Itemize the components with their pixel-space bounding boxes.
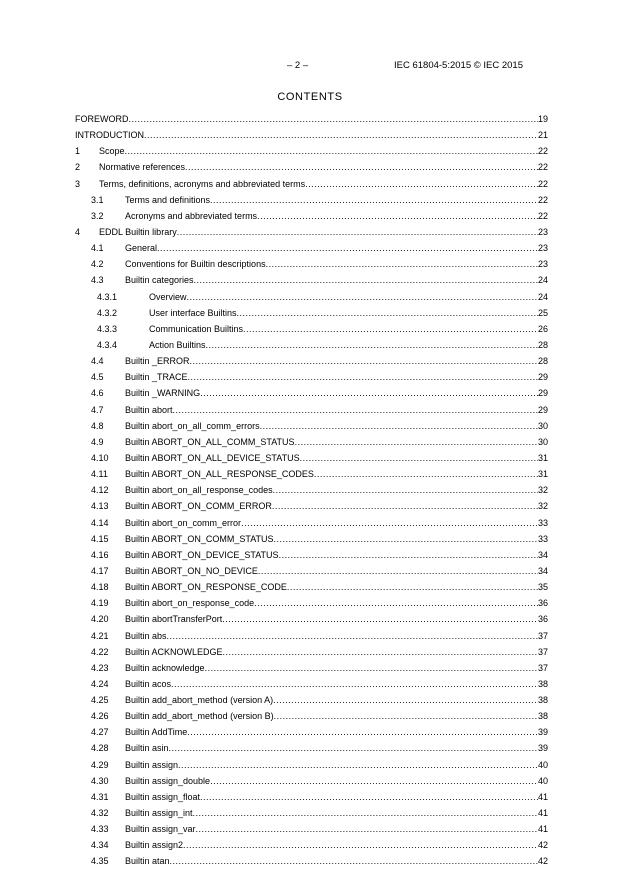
- toc-entry[interactable]: [75, 724, 548, 740]
- toc-entry-page: 22: [537, 210, 548, 221]
- toc-entry-page: 30: [537, 436, 548, 447]
- toc-entry[interactable]: [75, 385, 548, 401]
- toc-entry[interactable]: [75, 853, 548, 869]
- toc-entry-page: 28: [537, 356, 548, 367]
- toc-entry-title: Builtin acos: [125, 678, 172, 689]
- toc-entry[interactable]: [75, 789, 548, 805]
- toc-entry-number: 4.3.2: [97, 307, 118, 318]
- toc-entry-number: 4.18: [91, 582, 109, 593]
- toc-entry-title: Builtin ABORT_ON_COMM_ERROR: [125, 501, 272, 512]
- toc-entry-number: 4.17: [91, 565, 109, 576]
- toc-entry-number: 4.13: [91, 501, 109, 512]
- toc-entry-number: 4.32: [91, 808, 109, 819]
- toc-entry[interactable]: [75, 337, 548, 353]
- toc-entry-title: Conventions for Builtin descriptions: [125, 259, 266, 270]
- toc-entry-number: 3.1: [91, 194, 104, 205]
- toc-entry-number: 4.5: [91, 372, 104, 383]
- toc-entry-number: 4.3.4: [97, 339, 118, 350]
- toc-dot-leader: [266, 256, 538, 272]
- toc-dot-leader: [200, 385, 538, 401]
- toc-entry[interactable]: [75, 127, 548, 143]
- toc-entry-number: 4.33: [91, 824, 109, 835]
- toc-entry-title: Builtin ACKNOWLEDGE: [125, 646, 223, 657]
- toc-entry-page: 24: [537, 291, 548, 302]
- toc-entry-number: 4.9: [91, 436, 104, 447]
- toc-entry-number: 4.31: [91, 791, 109, 802]
- toc-entry[interactable]: [75, 660, 548, 676]
- toc-entry[interactable]: [75, 498, 548, 514]
- toc-entry-page: 41: [537, 808, 548, 819]
- table-of-contents: [75, 111, 548, 870]
- toc-entry-number: 4.30: [91, 775, 109, 786]
- toc-entry-page: 34: [537, 549, 548, 560]
- toc-entry-title: Builtin abort_on_response_code: [125, 598, 255, 609]
- toc-entry[interactable]: [75, 611, 548, 627]
- toc-dot-leader: [193, 805, 538, 821]
- toc-dot-leader: [187, 724, 538, 740]
- toc-entry-title: Builtin abort_on_all_comm_errors: [125, 420, 260, 431]
- toc-dot-leader: [173, 402, 538, 418]
- toc-entry-title: INTRODUCTION: [75, 130, 144, 141]
- toc-dot-leader: [187, 289, 538, 305]
- toc-entry[interactable]: [75, 708, 548, 724]
- toc-entry-page: 38: [537, 695, 548, 706]
- toc-entry-number: 4.21: [91, 630, 109, 641]
- toc-entry[interactable]: [75, 595, 548, 611]
- toc-entry-number: 2: [75, 162, 81, 173]
- toc-entry-number: 4.15: [91, 533, 109, 544]
- toc-entry-title: Builtin assign_int: [125, 808, 193, 819]
- toc-dot-leader: [171, 676, 538, 692]
- toc-entry-page: 23: [537, 243, 548, 254]
- toc-entry-page: 31: [537, 452, 548, 463]
- toc-entry-page: 35: [537, 582, 548, 593]
- toc-entry-title: Builtin _TRACE: [125, 372, 188, 383]
- toc-entry-page: 23: [537, 259, 548, 270]
- toc-dot-leader: [188, 369, 538, 385]
- toc-entry-number: 4.3.3: [97, 323, 118, 334]
- toc-entry-title: Builtin add_abort_method (version B): [125, 711, 274, 722]
- toc-entry-page: 29: [537, 372, 548, 383]
- toc-dot-leader: [287, 579, 538, 595]
- toc-dot-leader: [205, 660, 538, 676]
- toc-entry-number: 4.3: [91, 275, 104, 286]
- toc-entry-number: 4.11: [91, 469, 108, 480]
- toc-entry-number: 4.8: [91, 420, 104, 431]
- toc-entry-page: 31: [537, 469, 548, 480]
- toc-entry-page: 41: [537, 824, 548, 835]
- toc-entry-page: 32: [537, 485, 548, 496]
- toc-entry-page: 39: [537, 743, 548, 754]
- toc-entry-page: 38: [537, 678, 548, 689]
- toc-entry-number: 4.23: [91, 662, 109, 673]
- toc-entry-title: Overview: [149, 291, 187, 302]
- toc-entry-number: 4.14: [91, 517, 109, 528]
- toc-entry-number: 4.1: [91, 243, 104, 254]
- toc-entry-title: User interface Builtins: [149, 307, 237, 318]
- toc-entry-title: Builtin ABORT_ON_NO_DEVICE: [125, 565, 258, 576]
- toc-entry-number: 4.35: [91, 856, 109, 867]
- toc-entry[interactable]: [75, 176, 548, 192]
- toc-entry-title: Acronyms and abbreviated terms: [125, 210, 258, 221]
- toc-dot-leader: [279, 547, 538, 563]
- toc-entry[interactable]: [75, 369, 548, 385]
- toc-entry[interactable]: [75, 208, 548, 224]
- toc-entry-page: 24: [537, 275, 548, 286]
- toc-dot-leader: [254, 595, 538, 611]
- toc-entry-page: 26: [537, 323, 548, 334]
- toc-dot-leader: [274, 531, 538, 547]
- toc-dot-leader: [272, 498, 538, 514]
- toc-dot-leader: [295, 434, 538, 450]
- toc-entry-page: 28: [537, 339, 548, 350]
- toc-entry[interactable]: [75, 272, 548, 288]
- toc-dot-leader: [241, 515, 538, 531]
- toc-dot-leader: [170, 853, 538, 869]
- toc-entry[interactable]: [75, 805, 548, 821]
- toc-entry-page: 37: [537, 662, 548, 673]
- toc-entry[interactable]: [75, 740, 548, 756]
- toc-entry[interactable]: [75, 305, 548, 321]
- toc-entry-page: 40: [537, 759, 548, 770]
- toc-entry-title: Builtin _ERROR: [125, 356, 190, 367]
- toc-entry[interactable]: [75, 547, 548, 563]
- toc-entry-number: 4.27: [91, 727, 109, 738]
- toc-entry[interactable]: [75, 466, 548, 482]
- toc-entry[interactable]: [75, 757, 548, 773]
- toc-entry-number: 3: [75, 178, 81, 189]
- toc-entry-title: FOREWORD: [75, 114, 129, 124]
- toc-entry-page: 40: [537, 775, 548, 786]
- toc-entry[interactable]: [75, 143, 548, 159]
- toc-entry-title: Builtin abs: [125, 630, 167, 641]
- toc-entry-title: Builtin ABORT_ON_DEVICE_STATUS: [125, 549, 279, 560]
- toc-entry-number: 4.6: [91, 388, 104, 399]
- toc-entry[interactable]: [75, 579, 548, 595]
- toc-entry-number: 4.2: [91, 259, 104, 270]
- toc-entry-number: 4.20: [91, 614, 109, 625]
- toc-entry-number: 4.29: [91, 759, 109, 770]
- toc-entry-title: Communication Builtins: [149, 323, 244, 334]
- toc-entry-page: 22: [537, 146, 548, 157]
- toc-entry[interactable]: [75, 159, 548, 175]
- toc-dot-leader: [206, 337, 538, 353]
- toc-entry-page: 39: [537, 727, 548, 738]
- toc-entry[interactable]: [75, 256, 548, 272]
- toc-entry-number: 4.16: [91, 549, 109, 560]
- toc-entry[interactable]: [75, 224, 548, 240]
- toc-entry-page: 38: [537, 711, 548, 722]
- page-number: – 2 –: [287, 60, 309, 71]
- toc-entry-title: Builtin ABORT_ON_ALL_DEVICE_STATUS: [125, 452, 300, 463]
- standard-reference: IEC 61804-5:2015 © IEC 2015: [394, 60, 524, 71]
- toc-dot-leader: [157, 240, 538, 256]
- toc-dot-leader: [274, 708, 538, 724]
- toc-entry-page: 23: [537, 226, 548, 237]
- toc-entry-title: Normative references: [99, 162, 186, 173]
- toc-entry-title: Builtin ABORT_ON_ALL_RESPONSE_CODES: [125, 469, 314, 480]
- toc-entry[interactable]: [75, 628, 548, 644]
- toc-dot-leader: [210, 192, 538, 208]
- toc-entry-number: 4.12: [91, 485, 109, 496]
- toc-entry-title: Builtin add_abort_method (version A): [125, 695, 274, 706]
- toc-entry-page: 42: [537, 840, 548, 851]
- toc-entry-title: Builtin ABORT_ON_RESPONSE_CODE: [125, 582, 287, 593]
- toc-entry[interactable]: [75, 821, 548, 837]
- toc-entry[interactable]: [75, 676, 548, 692]
- toc-entry[interactable]: [75, 531, 548, 547]
- toc-dot-leader: [260, 418, 538, 434]
- toc-dot-leader: [300, 450, 538, 466]
- toc-entry[interactable]: [75, 773, 548, 789]
- toc-entry-page: 36: [537, 614, 548, 625]
- toc-entry-title: Builtin atan: [125, 856, 170, 867]
- toc-entry[interactable]: [75, 402, 548, 418]
- page-title: CONTENTS: [277, 91, 343, 103]
- toc-entry-number: 3.2: [91, 210, 104, 221]
- toc-dot-leader: [273, 482, 538, 498]
- toc-entry-title: Scope: [99, 146, 125, 157]
- toc-entry-page: 22: [537, 162, 548, 173]
- toc-entry[interactable]: [75, 321, 548, 337]
- toc-dot-leader: [196, 821, 538, 837]
- toc-entry-page: 19: [537, 114, 548, 124]
- toc-entry-title: Builtin asin: [125, 743, 169, 754]
- toc-dot-leader: [314, 466, 538, 482]
- toc-dot-leader: [257, 208, 538, 224]
- toc-entry-title: Builtin _WARNING: [125, 388, 201, 399]
- toc-dot-leader: [167, 628, 538, 644]
- toc-entry-page: 22: [537, 178, 548, 189]
- toc-dot-leader: [200, 789, 538, 805]
- toc-entry-title: EDDL Builtin library: [99, 226, 177, 237]
- toc-dot-leader: [258, 563, 538, 579]
- toc-entry-title: Builtin assign: [125, 759, 179, 770]
- toc-dot-leader: [125, 143, 538, 159]
- toc-entry-page: 33: [537, 517, 548, 528]
- toc-entry-number: 4.26: [91, 711, 109, 722]
- toc-dot-leader: [177, 224, 538, 240]
- toc-entry-number: 4.28: [91, 743, 109, 754]
- toc-entry[interactable]: [75, 111, 548, 127]
- toc-entry[interactable]: [75, 353, 548, 369]
- toc-entry-title: Builtin assign_var: [125, 824, 196, 835]
- toc-dot-leader: [178, 757, 538, 773]
- toc-dot-leader: [273, 692, 538, 708]
- toc-dot-leader: [144, 127, 538, 143]
- toc-entry-title: Terms and definitions: [125, 194, 211, 205]
- toc-entry-title: Builtin AddTime: [125, 727, 188, 738]
- toc-entry[interactable]: [75, 418, 548, 434]
- toc-entry-page: 29: [537, 388, 548, 399]
- toc-entry-title: Builtin assign2: [125, 840, 184, 851]
- toc-entry-title: General: [125, 243, 158, 254]
- toc-dot-leader: [222, 611, 538, 627]
- toc-entry-title: Builtin assign_float: [125, 791, 201, 802]
- toc-entry-page: 30: [537, 420, 548, 431]
- toc-dot-leader: [190, 353, 538, 369]
- toc-entry-title: Builtin abort: [125, 404, 173, 415]
- toc-entry-page: 32: [537, 501, 548, 512]
- toc-entry-number: 4.22: [91, 646, 109, 657]
- toc-dot-leader: [194, 272, 538, 288]
- toc-dot-leader: [169, 740, 538, 756]
- toc-entry-title: Builtin abortTransferPort: [125, 614, 223, 625]
- toc-entry-number: 4.3.1: [97, 291, 118, 302]
- toc-entry-title: Action Builtins: [149, 339, 206, 350]
- toc-entry-page: 25: [537, 307, 548, 318]
- toc-entry[interactable]: [75, 434, 548, 450]
- toc-entry-number: 4.19: [91, 598, 109, 609]
- toc-entry-page: 33: [537, 533, 548, 544]
- toc-entry-page: 36: [537, 598, 548, 609]
- toc-entry-page: 22: [537, 194, 548, 205]
- toc-entry-title: Builtin abort_on_all_response_codes: [125, 485, 273, 496]
- toc-entry-number: 4: [75, 226, 81, 237]
- toc-dot-leader: [183, 837, 538, 853]
- toc-entry[interactable]: [75, 482, 548, 498]
- toc-dot-leader: [237, 305, 538, 321]
- toc-entry-page: 41: [537, 791, 548, 802]
- toc-entry[interactable]: [75, 837, 548, 853]
- toc-entry[interactable]: [75, 692, 548, 708]
- toc-entry[interactable]: [75, 240, 548, 256]
- toc-entry-page: 29: [537, 404, 548, 415]
- toc-dot-leader: [305, 176, 538, 192]
- toc-entry-title: Builtin abort_on_comm_error: [125, 517, 242, 528]
- toc-entry-number: 4.24: [91, 678, 109, 689]
- toc-entry-number: 4.25: [91, 695, 109, 706]
- toc-entry-number: 1: [75, 146, 81, 157]
- toc-entry[interactable]: [75, 563, 548, 579]
- toc-entry-title: Terms, definitions, acronyms and abbreviated terms: [99, 178, 306, 189]
- toc-dot-leader: [210, 773, 538, 789]
- toc-entry[interactable]: [75, 515, 548, 531]
- toc-entry-title: Builtin categories: [125, 275, 194, 286]
- toc-dot-leader: [223, 644, 538, 660]
- toc-entry-page: 37: [537, 646, 548, 657]
- toc-entry-page: 34: [537, 565, 548, 576]
- toc-entry[interactable]: [75, 192, 548, 208]
- toc-entry-number: 4.10: [91, 452, 109, 463]
- toc-dot-leader: [185, 159, 538, 175]
- toc-entry-number: 4.7: [91, 404, 104, 415]
- toc-entry-title: Builtin assign_double: [125, 775, 211, 786]
- toc-entry-page: 37: [537, 630, 548, 641]
- toc-entry-title: Builtin acknowledge: [125, 662, 205, 673]
- toc-entry[interactable]: [75, 644, 548, 660]
- toc-entry-page: 42: [537, 856, 548, 867]
- toc-entry-number: 4.34: [91, 840, 109, 851]
- toc-entry-title: Builtin ABORT_ON_COMM_STATUS: [125, 533, 274, 544]
- toc-entry[interactable]: [75, 289, 548, 305]
- toc-entry[interactable]: [75, 450, 548, 466]
- toc-entry-page: 21: [537, 130, 548, 141]
- toc-dot-leader: [243, 321, 538, 337]
- toc-entry-number: 4.4: [91, 356, 104, 367]
- toc-dot-leader: [129, 111, 538, 127]
- toc-entry-title: Builtin ABORT_ON_ALL_COMM_STATUS: [125, 436, 295, 447]
